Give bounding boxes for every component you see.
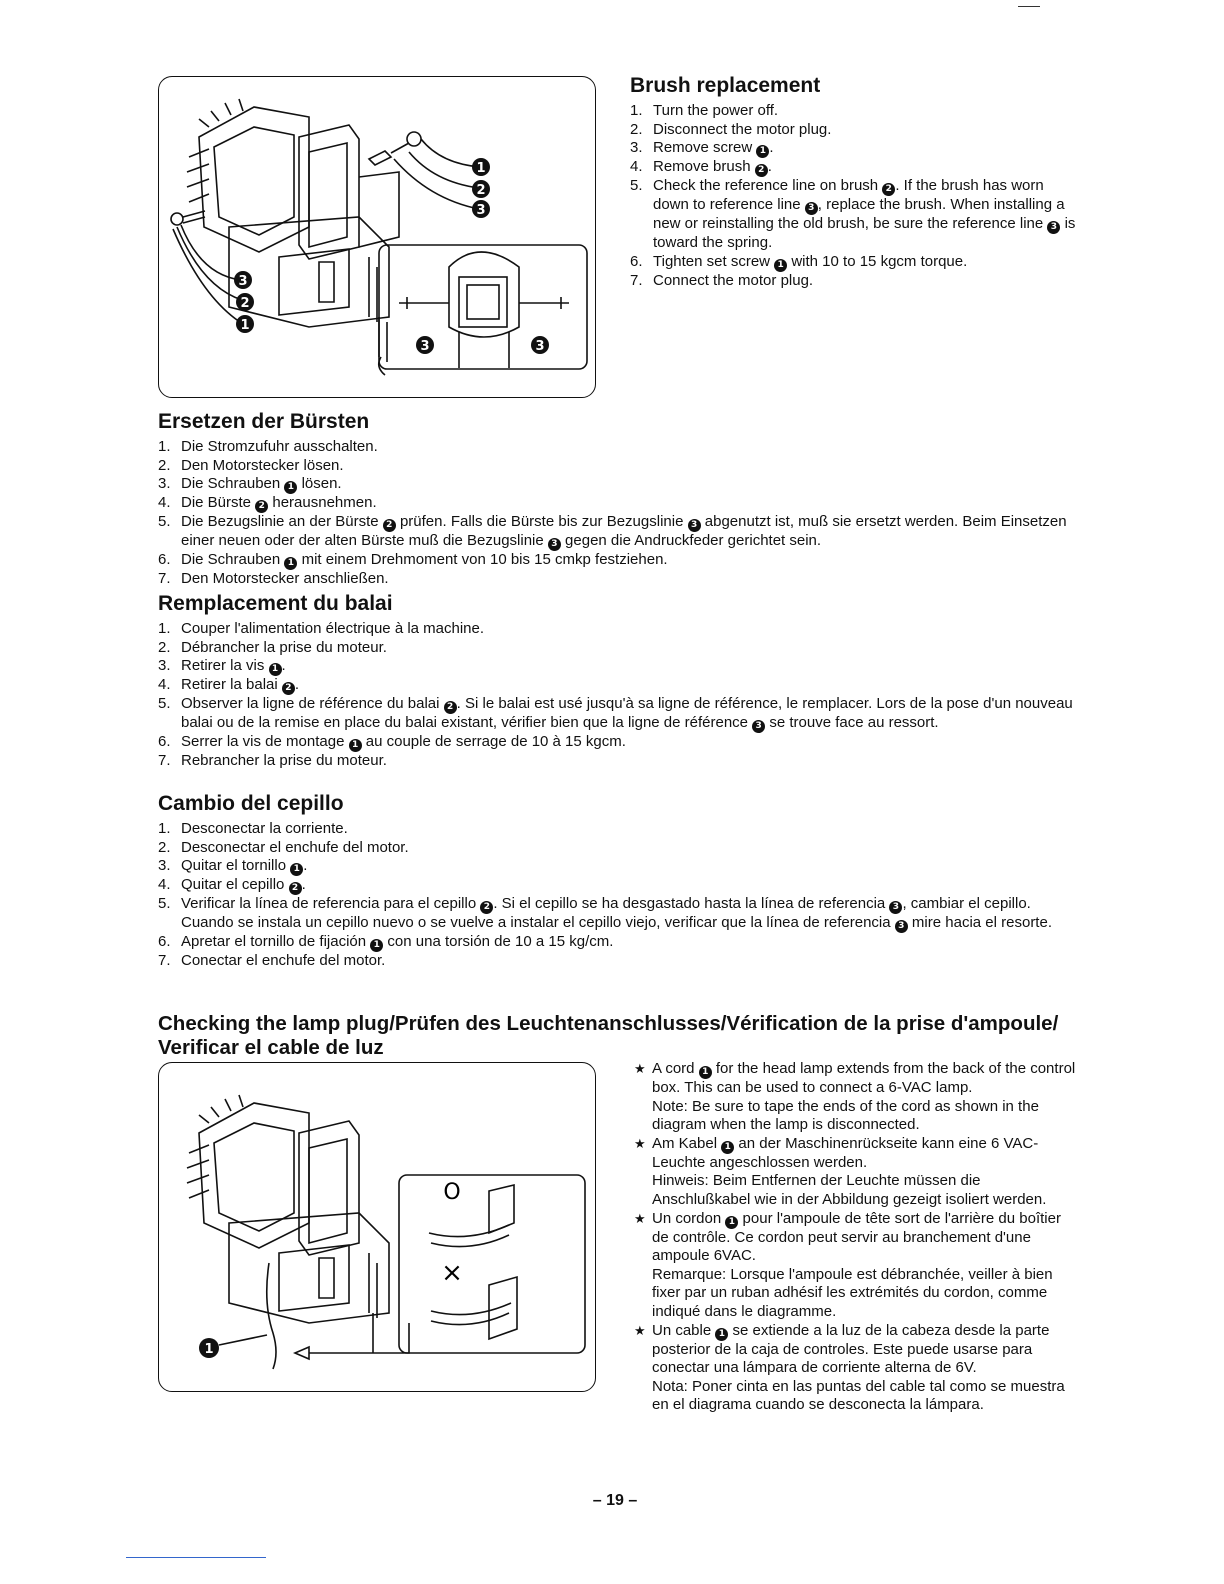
step-text: Remove brush — [653, 158, 755, 176]
svg-text:3: 3 — [238, 274, 248, 289]
section-lamp-text — [626, 1060, 1076, 1415]
step-text: Check the reference line on brush — [653, 177, 883, 195]
step-number: 5. — [158, 695, 171, 713]
lamp-text: se extiende a la luz de la cabeza desde la parte posterior de la caja de controles. Este puede usarse para conectar una lámpara de corriente alterna de 6V. — [652, 1321, 1050, 1377]
step-item — [158, 733, 1078, 752]
step-item — [158, 952, 1078, 971]
step-item — [630, 139, 1076, 158]
step-text: lösen. — [297, 475, 342, 493]
step-text: is toward the spring. — [653, 215, 1076, 252]
section-brush-de — [158, 410, 1078, 589]
svg-text:3: 3 — [420, 339, 430, 354]
page-number: – 19 – — [592, 1492, 638, 1509]
step-number: 5. — [630, 177, 643, 195]
step-number: 3. — [630, 139, 643, 157]
step-number: 6. — [158, 733, 171, 751]
section-lamp-title — [158, 1012, 1098, 1060]
brush-es-steps — [158, 820, 1078, 971]
step-number: 4. — [630, 158, 643, 176]
brush-en-title: Brush replacement — [630, 74, 821, 97]
lamp-note: Note: Be sure to tape the ends of the cord as shown in the diagram when the lamp is disconnected. — [652, 1097, 1039, 1134]
lamp-note: Nota: Poner cinta en las puntas del cable tal como se muestra en el diagrama cuando se desconecta la lámpara. — [652, 1377, 1065, 1414]
step-text: . — [303, 857, 308, 875]
step-text: Remove screw — [653, 139, 757, 157]
step-number: 2. — [158, 838, 171, 856]
step-text: Observer la ligne de référence du balai — [181, 695, 444, 713]
step-item — [158, 570, 1078, 589]
callout-number-icon: 1 — [699, 1066, 712, 1079]
step-number: 2. — [158, 456, 171, 474]
callout-number-icon: 1 — [756, 145, 769, 158]
step-text: au couple de serrage de 10 à 15 kgcm. — [361, 733, 626, 751]
step-text: Quitar el tornillo — [181, 857, 291, 875]
step-text: mit einem Drehmoment von 10 bis 15 cmkp festziehen. — [297, 551, 668, 569]
step-item — [630, 272, 1076, 291]
step-number: 2. — [630, 120, 643, 138]
step-text: Die Schrauben — [181, 551, 285, 569]
step-number: 5. — [158, 513, 171, 531]
lamp-note: Hinweis: Beim Entfernen der Leuchte müssen die Anschlußkabel wie in der Abbildung gezeigt isoliert werden. — [652, 1172, 1047, 1208]
lamp-text: Un cable — [652, 1321, 716, 1339]
step-text: Turn the power off. — [653, 102, 779, 119]
step-text: Conectar el enchufe del motor. — [181, 952, 386, 970]
ng-mark: × — [441, 1258, 463, 1288]
step-number: 4. — [158, 494, 171, 512]
step-text: . — [294, 676, 300, 694]
step-item — [630, 121, 1076, 140]
lamp-item — [626, 1060, 1076, 1135]
callout-number-icon: 1 — [725, 1216, 738, 1229]
step-text: , cambiar el cepillo. Cuando se instala un cepillo nuevo o se vuelve a instalar el cepillo viejo, verificar que la línea de referencia — [181, 895, 1031, 932]
step-text: Verificar la línea de referencia para el cepillo — [181, 895, 481, 913]
lamp-text: Am Kabel — [652, 1134, 722, 1152]
callout-number-icon: 1 — [284, 557, 297, 570]
star-icon: ★ — [634, 1135, 646, 1151]
callout-cord: 1 — [204, 1342, 214, 1357]
step-number: 1. — [158, 620, 171, 637]
step-text: Retirer la vis — [181, 657, 269, 675]
lamp-text: an der Maschinenrückseite kann eine 6 VAC-Leuchte angeschlossen werden. — [652, 1134, 1039, 1171]
lamp-cord-illustration — [159, 1063, 595, 1391]
callout-number-icon: 3 — [805, 202, 818, 215]
step-item — [158, 857, 1078, 876]
callout-number-icon: 1 — [269, 663, 282, 676]
step-number: 4. — [158, 676, 171, 694]
step-text: Den Motorstecker lösen. — [181, 456, 344, 474]
callout-number-icon: 1 — [290, 863, 303, 876]
step-item — [158, 620, 1078, 639]
step-number: 7. — [158, 570, 171, 588]
step-item — [630, 102, 1076, 121]
step-text: Die Bürste — [181, 494, 256, 512]
lamp-note: Remarque: Lorsque l'ampoule est débranchée, veiller à bien fixer par un ruban adhésif les extrémités du cordon, comme indiqué dans le diagramme. — [652, 1265, 1053, 1320]
lamp-text: Un cordon — [652, 1209, 726, 1227]
step-text: Disconnect the motor plug. — [653, 120, 832, 138]
callout-number-icon: 3 — [548, 538, 561, 551]
callout-number-icon: 2 — [383, 519, 396, 532]
step-number: 3. — [158, 857, 171, 875]
callout-number-icon: 2 — [282, 682, 295, 695]
step-item — [158, 676, 1078, 695]
lamp-title-line1: Checking the lamp plug/Prüfen des Leuchtenanschlusses/Vérification de la prise d'ampoule/ — [158, 1012, 1059, 1035]
step-number: 2. — [158, 638, 171, 656]
callout-number-icon: 3 — [1047, 221, 1060, 234]
step-text: Connect the motor plug. — [653, 271, 814, 289]
brush-figure — [158, 76, 596, 398]
step-text: Débrancher la prise du moteur. — [181, 638, 387, 656]
step-item — [158, 639, 1078, 658]
step-item — [158, 475, 1078, 494]
ok-mark: O — [443, 1180, 461, 1205]
step-text: , replace the brush. When installing a new or reinstalling the old brush, be sure the reference line — [653, 196, 1065, 233]
callout-number-icon: 1 — [715, 1328, 728, 1341]
step-number: 7. — [158, 752, 171, 770]
step-text: . — [281, 657, 286, 675]
lamp-item — [626, 1210, 1076, 1322]
step-text: . — [767, 158, 772, 176]
step-item — [158, 839, 1078, 858]
callout-number-icon: 3 — [889, 901, 902, 914]
lamp-text: pour l'ampoule de tête sort de l'arrière du boîtier de contrôle. Ce cordon peut servir au branchement d'une ampoule 6VAC. — [652, 1209, 1061, 1265]
footer-rule — [126, 1557, 266, 1558]
step-item — [158, 820, 1078, 839]
step-item — [158, 551, 1078, 570]
star-icon: ★ — [634, 1322, 646, 1338]
svg-text:2: 2 — [240, 296, 250, 311]
step-number: 6. — [158, 551, 171, 569]
step-text: herausnehmen. — [268, 494, 377, 512]
step-text: Tighten set screw — [653, 252, 775, 270]
step-text: . If the brush has worn down to reference line — [653, 177, 1044, 214]
lamp-item — [626, 1322, 1076, 1415]
step-text: Retirer la balai — [181, 676, 282, 694]
step-text: mire hacia el resorte. — [907, 914, 1052, 932]
brush-de-title: Ersetzen der Bürsten — [158, 410, 370, 433]
step-number: 1. — [158, 438, 171, 455]
step-item — [158, 494, 1078, 513]
lamp-figure — [158, 1062, 596, 1392]
step-item — [158, 752, 1078, 771]
svg-text:3: 3 — [535, 339, 545, 354]
step-text: Couper l'alimentation électrique à la machine. — [181, 620, 485, 637]
callout-number-icon: 3 — [895, 920, 908, 933]
step-text: Den Motorstecker anschließen. — [181, 570, 389, 588]
lamp-text: A cord — [652, 1060, 699, 1077]
callout-number-icon: 1 — [721, 1141, 734, 1154]
section-brush-es — [158, 792, 1078, 971]
lamp-title-line2: Verificar el cable de luz — [158, 1036, 384, 1059]
callout-number-icon: 2 — [444, 701, 457, 714]
callout-1-top-text: 1 — [476, 161, 486, 176]
step-number: 1. — [630, 102, 643, 119]
step-text: Serrer la vis de montage — [181, 733, 349, 751]
brush-de-steps — [158, 438, 1078, 589]
step-text: Die Bezugslinie an der Bürste — [181, 513, 383, 531]
lamp-text: for the head lamp extends from the back of the control box. This can be used to connect a 6-VAC lamp. — [652, 1060, 1076, 1096]
step-text: se trouve face au ressort. — [765, 714, 939, 732]
step-text: Quitar el cepillo — [181, 876, 289, 894]
step-text: gegen die Andruckfeder gerichtet sein. — [560, 532, 822, 550]
star-icon: ★ — [634, 1210, 646, 1226]
section-brush-fr — [158, 592, 1078, 771]
callout-number-icon: 1 — [774, 259, 787, 272]
callout-number-icon: 2 — [480, 901, 493, 914]
callout-number-icon: 1 — [284, 481, 297, 494]
step-item — [158, 657, 1078, 676]
step-number: 3. — [158, 657, 171, 675]
step-number: 3. — [158, 475, 171, 493]
step-item — [630, 253, 1076, 272]
callout-number-icon: 1 — [370, 939, 383, 952]
step-number: 5. — [158, 895, 171, 913]
step-number: 1. — [158, 820, 171, 837]
brush-en-steps — [630, 102, 1076, 290]
step-item — [158, 876, 1078, 895]
step-text: abgenutzt ist, muß sie ersetzt werden. Beim Einsetzen einer neuen oder der alten Bürste muß die Bezugslinie — [181, 513, 1067, 550]
step-item — [630, 158, 1076, 177]
step-item — [158, 695, 1078, 733]
callout-number-icon: 3 — [688, 519, 701, 532]
step-text: Die Stromzufuhr ausschalten. — [181, 438, 378, 455]
brush-fr-title: Remplacement du balai — [158, 592, 393, 615]
motor-brush-illustration — [159, 77, 595, 397]
callout-number-icon: 2 — [755, 164, 768, 177]
callout-number-icon: 2 — [289, 882, 302, 895]
star-icon: ★ — [634, 1061, 646, 1076]
step-text: Desconectar el enchufe del motor. — [181, 838, 409, 856]
step-number: 6. — [158, 933, 171, 951]
step-item — [158, 513, 1078, 551]
step-text: Die Schrauben — [181, 475, 285, 493]
step-item — [630, 177, 1076, 253]
step-text: . — [301, 876, 306, 894]
step-text: . Si le balai est usé jusqu'à sa ligne de référence, le remplacer. Lors de la pose d'un nouveau balai ou de la remise en place du balai existant, vérifier bien que la ligne de référence — [181, 695, 1073, 732]
step-text: Apretar el tornillo de fijación — [181, 933, 371, 951]
top-mark — [1018, 6, 1040, 7]
step-number: 4. — [158, 876, 171, 894]
section-brush-en — [630, 74, 1076, 290]
step-item — [158, 933, 1078, 952]
step-number: 6. — [630, 252, 643, 270]
step-text: with 10 to 15 kgcm torque. — [787, 252, 968, 270]
svg-text:3: 3 — [476, 203, 486, 218]
callout-number-icon: 1 — [349, 739, 362, 752]
step-text: Rebrancher la prise du moteur. — [181, 752, 387, 770]
step-text: prüfen. Falls die Bürste bis zur Bezugslinie — [395, 513, 688, 531]
step-number: 7. — [630, 271, 643, 289]
step-number: 7. — [158, 952, 171, 970]
step-item — [158, 895, 1078, 933]
step-text: con una torsión de 10 a 15 kg/cm. — [383, 933, 614, 951]
brush-fr-steps — [158, 620, 1078, 771]
brush-es-title: Cambio del cepillo — [158, 792, 344, 815]
step-text: . Si el cepillo se ha desgastado hasta la línea de referencia — [493, 895, 890, 913]
svg-text:2: 2 — [476, 183, 486, 198]
lamp-items — [626, 1060, 1076, 1415]
step-text: . — [769, 139, 774, 157]
callout-number-icon: 2 — [882, 183, 895, 196]
callout-number-icon: 3 — [752, 720, 765, 733]
callout-number-icon: 2 — [255, 500, 268, 513]
step-item — [158, 438, 1078, 457]
step-text: Desconectar la corriente. — [181, 820, 348, 837]
svg-text:1: 1 — [240, 318, 250, 333]
lamp-item — [626, 1135, 1076, 1210]
step-item — [158, 457, 1078, 476]
